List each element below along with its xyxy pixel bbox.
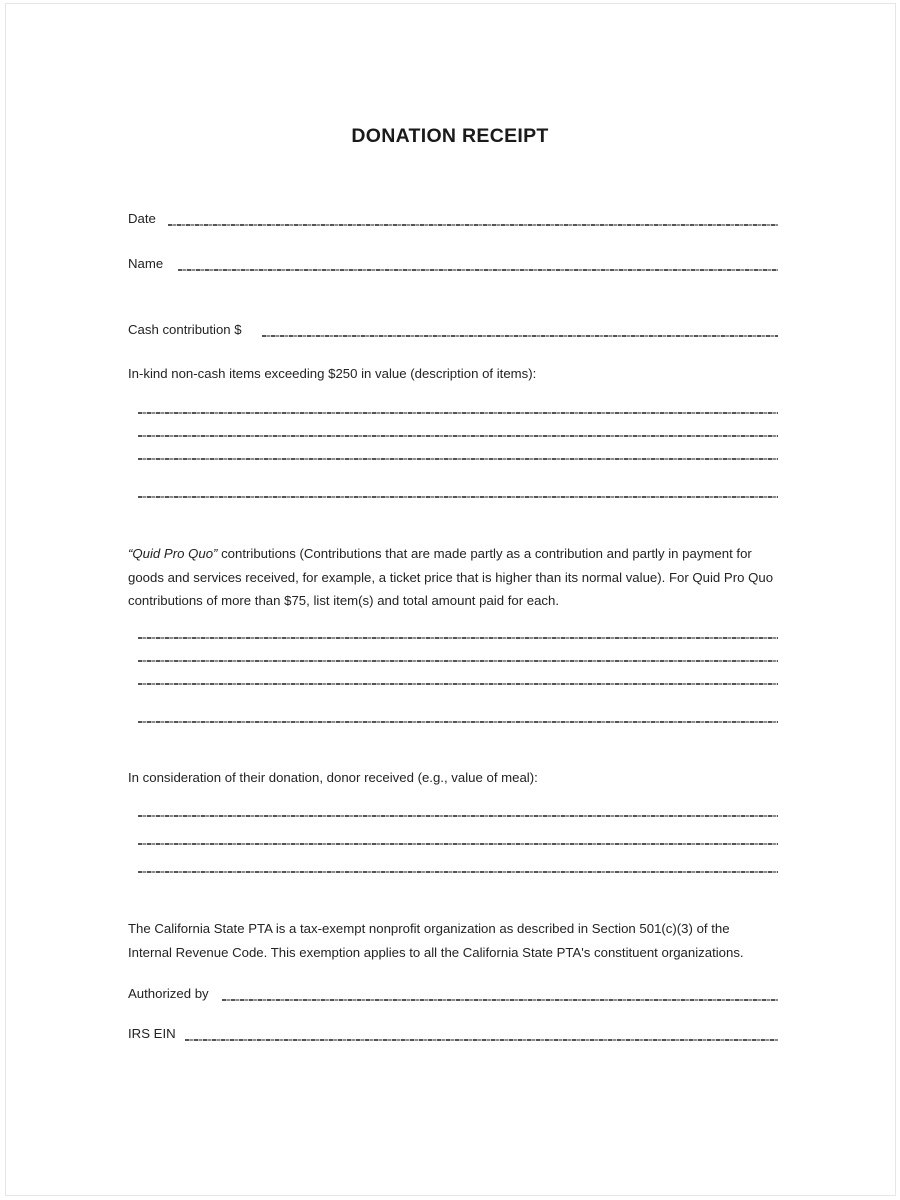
cash-contribution-input-line[interactable]	[262, 334, 778, 337]
page-title: DONATION RECEIPT	[351, 125, 549, 147]
authorized-by-signature-line[interactable]	[222, 998, 778, 1001]
in-kind-write-line[interactable]	[138, 495, 778, 498]
quid-pro-quo-write-line[interactable]	[138, 720, 778, 723]
tax-exempt-notice: The California State PTA is a tax-exempt nonprofit organization as described in Section 501(c)(3) of the Internal Revenue Code. This exemption applies to all the California State PTA's constituent organizations.	[128, 921, 744, 960]
irs-ein-label: IRS EIN	[128, 1026, 176, 1041]
consideration-heading: In consideration of their donation, donor received (e.g., value of meal):	[128, 770, 538, 785]
quid-pro-quo-write-line[interactable]	[138, 636, 778, 639]
consideration-write-line[interactable]	[138, 814, 778, 817]
date-label: Date	[128, 211, 156, 226]
cash-contribution-label: Cash contribution $	[128, 322, 242, 337]
name-label: Name	[128, 256, 164, 271]
quid-pro-quo-write-line[interactable]	[138, 659, 778, 662]
in-kind-write-line[interactable]	[138, 434, 778, 437]
quid-pro-quo-quoted-term: “Quid Pro Quo”	[128, 546, 218, 561]
name-input-line[interactable]	[178, 268, 778, 271]
consideration-write-line[interactable]	[138, 842, 778, 845]
authorized-by-label: Authorized by	[128, 986, 209, 1001]
in-kind-write-line[interactable]	[138, 411, 778, 414]
in-kind-heading: In-kind non-cash items exceeding $250 in value (description of items):	[128, 366, 537, 381]
irs-ein-input-line[interactable]	[185, 1038, 778, 1041]
in-kind-write-line[interactable]	[138, 457, 778, 460]
quid-pro-quo-write-line[interactable]	[138, 682, 778, 685]
date-input-line[interactable]	[168, 223, 778, 226]
quid-pro-quo-paragraph	[128, 542, 780, 613]
consideration-write-line[interactable]	[138, 870, 778, 873]
quid-pro-quo-body-text: contributions (Contributions that are made partly as a contribution and partly in payment for goods and services received, for example, a ticket price that is higher than its normal value). For Quid Pro Quo contributions of more than $75, list item(s) and total amount paid for each.	[128, 546, 774, 608]
